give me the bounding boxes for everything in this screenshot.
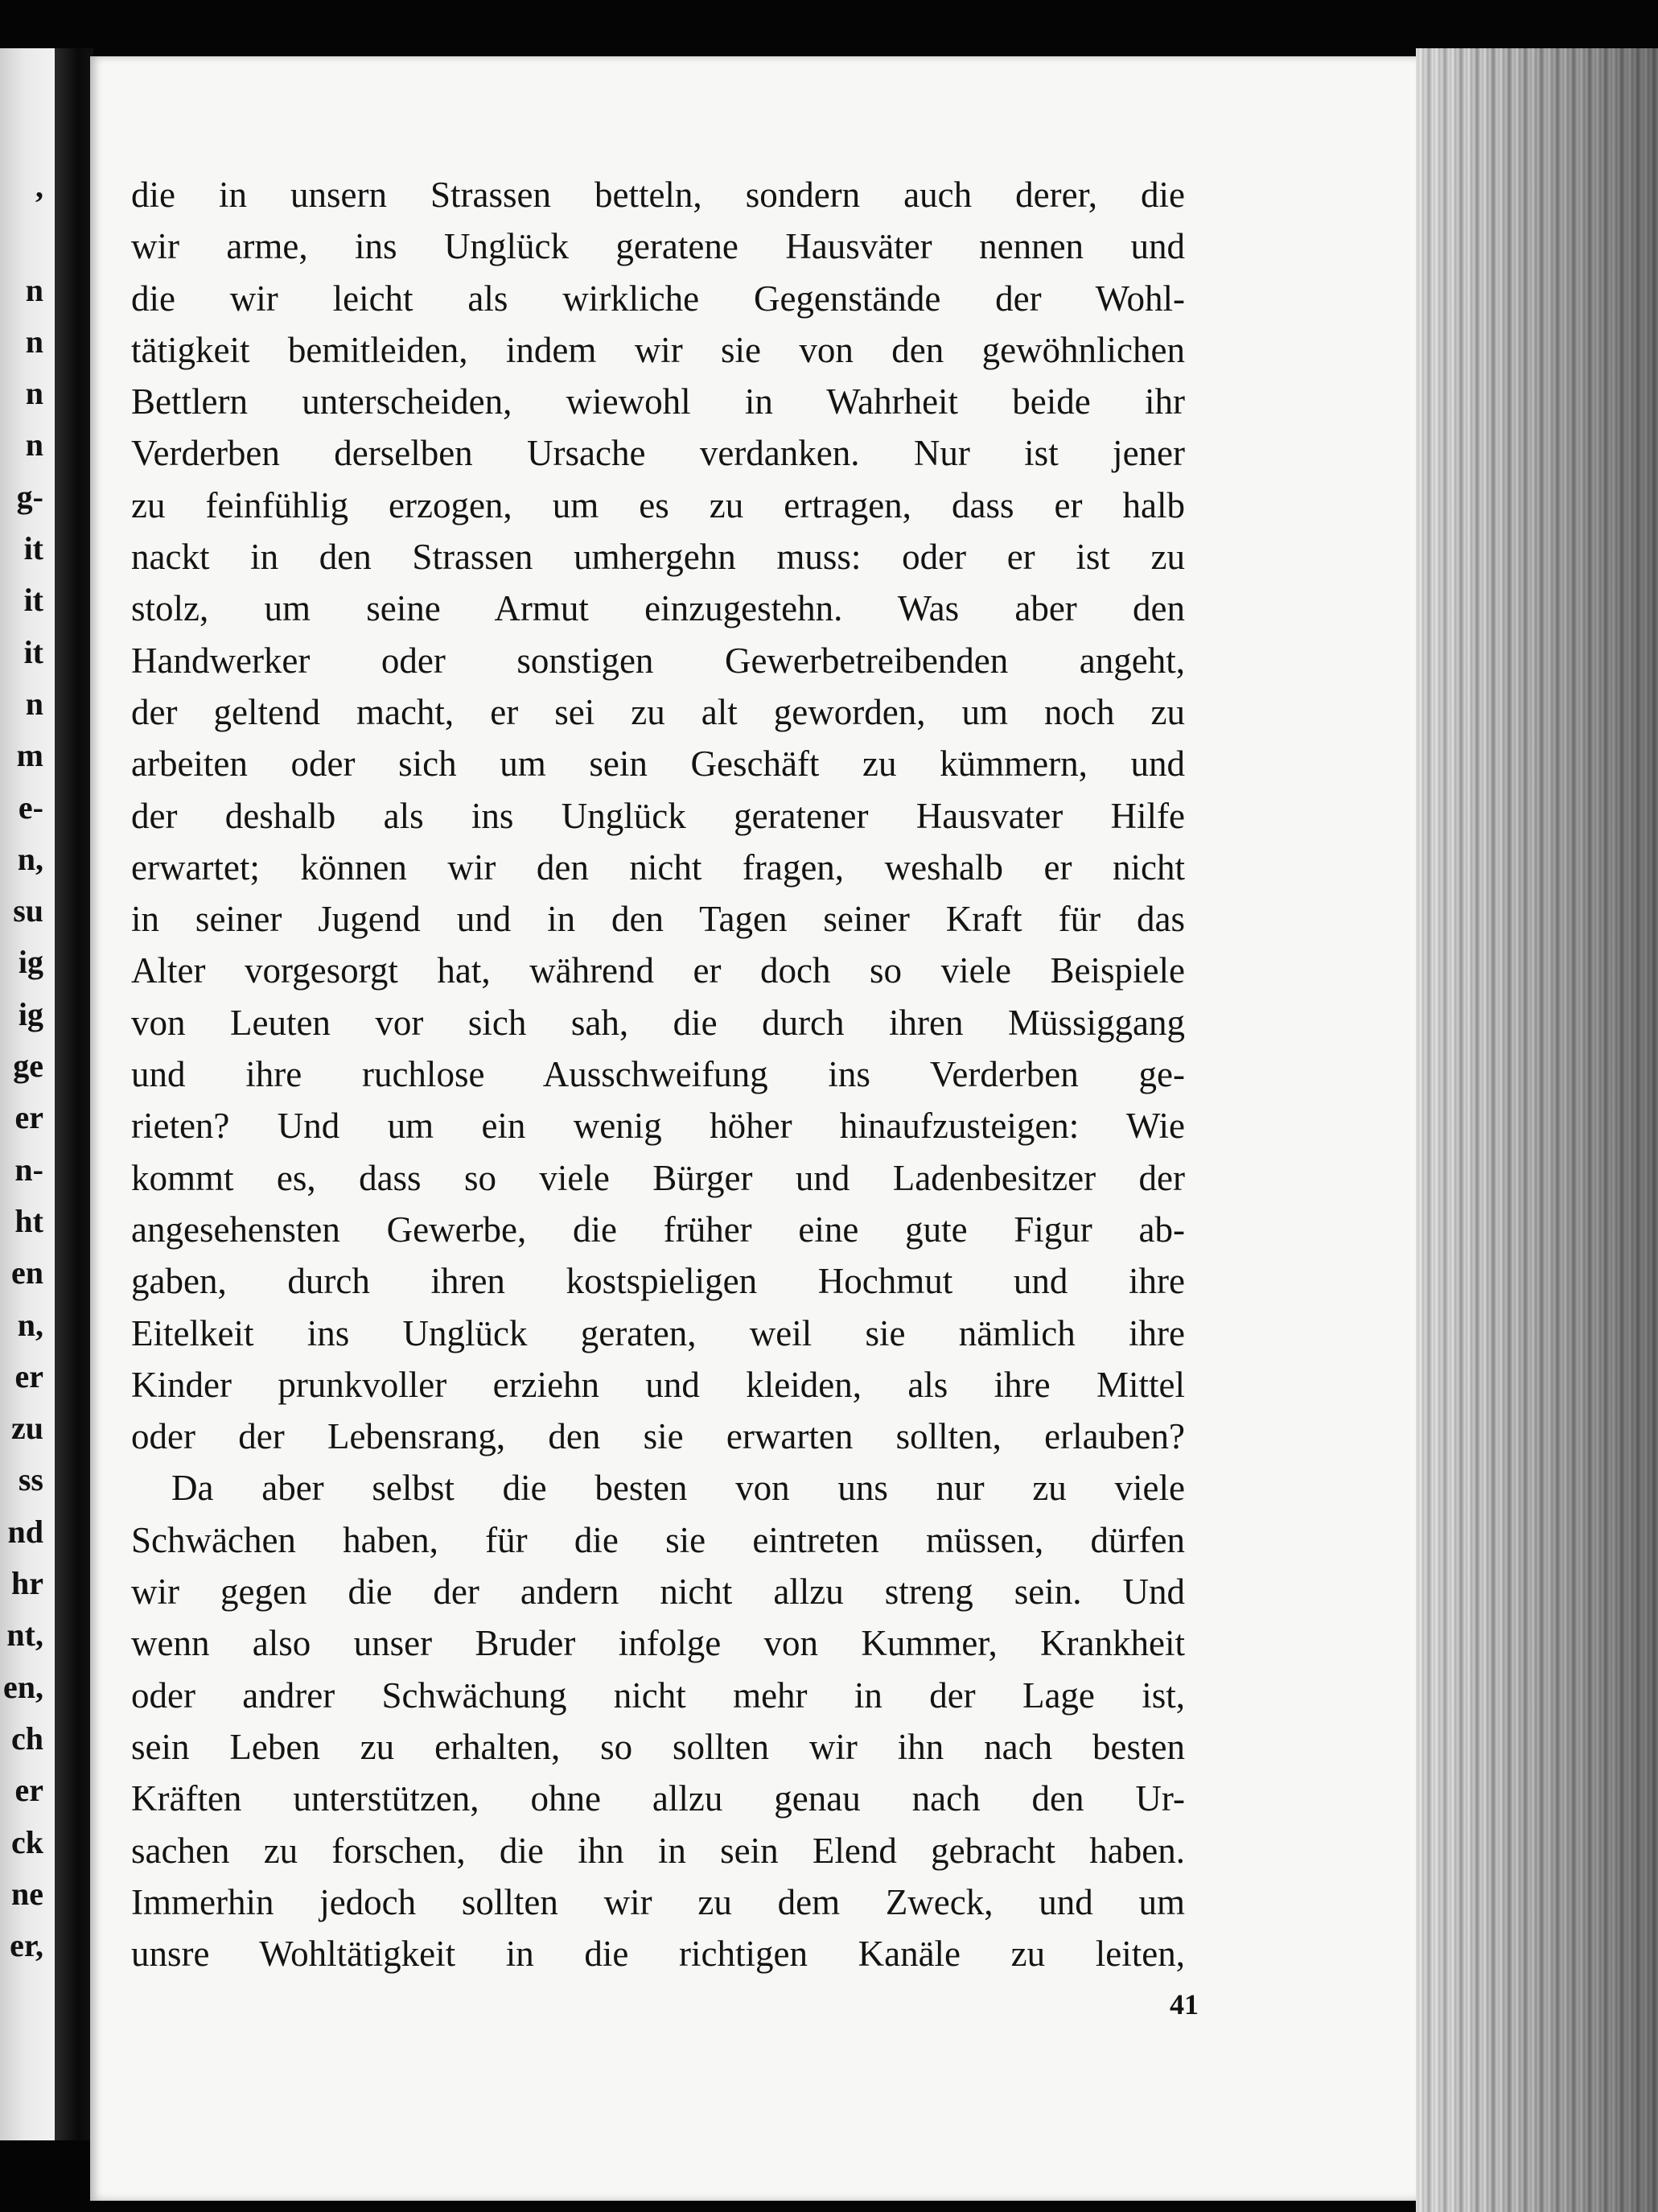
text-line: Da aber selbst die besten von uns nur zu viele (171, 1468, 1185, 1509)
left-page-fragment: su (13, 892, 43, 929)
book-gutter (55, 48, 93, 2140)
left-page-fragment: en, (3, 1668, 43, 1705)
left-page-fragment: e- (18, 789, 43, 826)
left-page-fragment: n (25, 685, 43, 722)
left-page-fragment: ck (11, 1823, 43, 1860)
left-page-fragment: nt, (6, 1617, 43, 1654)
left-page-fragment: n, (17, 1306, 43, 1343)
text-line: oder andrer Schwächung nicht mehr in der Lage ist, (131, 1674, 1185, 1716)
left-page-fragment: n- (14, 1151, 43, 1188)
text-line: erwartet; können wir den nicht fragen, weshalb er nicht (131, 846, 1185, 888)
left-page-fragment: m (16, 737, 43, 774)
left-page-fragment: er (14, 1099, 43, 1136)
left-page-fragment: ne (11, 1875, 43, 1912)
text-line: Eitelkeit ins Unglück geraten, weil sie nämlich ihre (131, 1312, 1185, 1353)
text-line: wenn also unser Bruder infolge von Kummer, Krankheit (131, 1623, 1185, 1664)
left-page-fragment: hr (11, 1565, 43, 1602)
left-page-fragment: it (23, 530, 43, 567)
text-line: gaben, durch ihren kostspieligen Hochmut und ihre (131, 1261, 1185, 1302)
text-line: Kinder prunkvoller erziehn und kleiden, als ihre Mittel (131, 1364, 1185, 1405)
text-line: in seiner Jugend und in den Tagen seiner Kraft für das (131, 899, 1185, 940)
left-page-fragment: n (25, 375, 43, 412)
text-line: wir arme, ins Unglück geratene Hausväter nennen und (131, 226, 1185, 267)
left-page-fragment: nd (7, 1513, 43, 1550)
text-line: und ihre ruchlose Ausschweifung ins Verderben ge- (131, 1054, 1185, 1095)
text-line: die in unsern Strassen betteln, sondern auch derer, die (131, 175, 1185, 215)
left-page-fragment: it (23, 582, 43, 619)
page-stack-shadow (1416, 48, 1658, 2212)
left-page-fragment: n (25, 323, 43, 360)
left-page-fragment: er (14, 1357, 43, 1394)
left-page-fragment: ch (11, 1720, 43, 1757)
text-line: der deshalb als ins Unglück geratener Hausvater Hilfe (131, 795, 1185, 836)
left-page-fragment: n, (17, 840, 43, 877)
text-line: Alter vorgesorgt hat, während er doch so viele Beispiele (131, 950, 1185, 991)
left-page-text-fragments (0, 161, 55, 1971)
text-line: tätigkeit bemitleiden, indem wir sie von den gewöhnlichen (131, 329, 1185, 370)
text-line: kommt es, dass so viele Bürger und Ladenbesitzer der (131, 1157, 1185, 1198)
page-body-text (131, 169, 1185, 1979)
text-line: sein Leben zu erhalten, so sollten wir ihn nach besten (131, 1726, 1185, 1767)
left-page-fragment: n (25, 271, 43, 308)
left-page-fragment (0, 212, 55, 264)
text-line: rieten? Und um ein wenig höher hinaufzusteigen: Wie (131, 1106, 1185, 1147)
text-line: Verderben derselben Ursache verdanken. Nur ist jener (131, 433, 1185, 474)
text-line: zu feinfühlig erzogen, um es zu ertragen, dass er halb (131, 484, 1185, 525)
left-page-fragment: g- (16, 478, 43, 515)
left-page-fragment: ht (14, 1202, 43, 1239)
left-page-fragment: ge (13, 1048, 43, 1085)
left-page-fragment: , (35, 168, 43, 204)
page-number: 41 (1170, 1988, 1199, 2020)
text-line: stolz, um seine Armut einzugestehn. Was aber den (131, 588, 1185, 629)
left-page-fragment: ss (18, 1461, 43, 1498)
left-page-fragment: er (14, 1772, 43, 1809)
text-line: oder der Lebensrang, den sie erwarten sollten, erlauben? (131, 1416, 1185, 1457)
left-page-fragment: n (25, 426, 43, 463)
left-page-fragment: en (11, 1254, 43, 1291)
paragraph (131, 169, 1185, 1462)
text-line: von Leuten vor sich sah, die durch ihren Müssiggang (131, 1002, 1185, 1043)
text-line: Handwerker oder sonstigen Gewerbetreibenden angeht, (131, 640, 1185, 681)
left-page-fragment: ig (18, 995, 43, 1032)
left-page-fragment: it (23, 633, 43, 670)
left-page-fragment: er, (10, 1927, 43, 1964)
text-line: Bettlern unterscheiden, wiewohl in Wahrheit beide ihr (131, 381, 1185, 422)
text-line: unsre Wohltätigkeit in die richtigen Kanäle zu leiten, (131, 1934, 1185, 1975)
text-line: Immerhin jedoch sollten wir zu dem Zweck, und um (131, 1881, 1185, 1922)
text-line: der geltend macht, er sei zu alt geworden, um noch zu (131, 691, 1185, 732)
left-page-fragment: zu (11, 1410, 43, 1447)
text-line: wir gegen die der andern nicht allzu streng sein. Und (131, 1571, 1185, 1613)
text-line: sachen zu forschen, die ihn in sein Elend gebracht haben. (131, 1830, 1185, 1871)
text-line: angesehensten Gewerbe, die früher eine gute Figur ab- (131, 1209, 1185, 1250)
paragraph (131, 1462, 1185, 1979)
text-line: nackt in den Strassen umhergehn muss: oder er ist zu (131, 537, 1185, 578)
text-line: Schwächen haben, für die sie eintreten müssen, dürfen (131, 1519, 1185, 1560)
text-line: die wir leicht als wirkliche Gegenstände der Wohl- (131, 278, 1185, 319)
left-page-fragment: ig (18, 944, 43, 981)
text-line: arbeiten oder sich um sein Geschäft zu kümmern, und (131, 744, 1185, 785)
text-line: Kräften unterstützen, ohne allzu genau nach den Ur- (131, 1778, 1185, 1819)
